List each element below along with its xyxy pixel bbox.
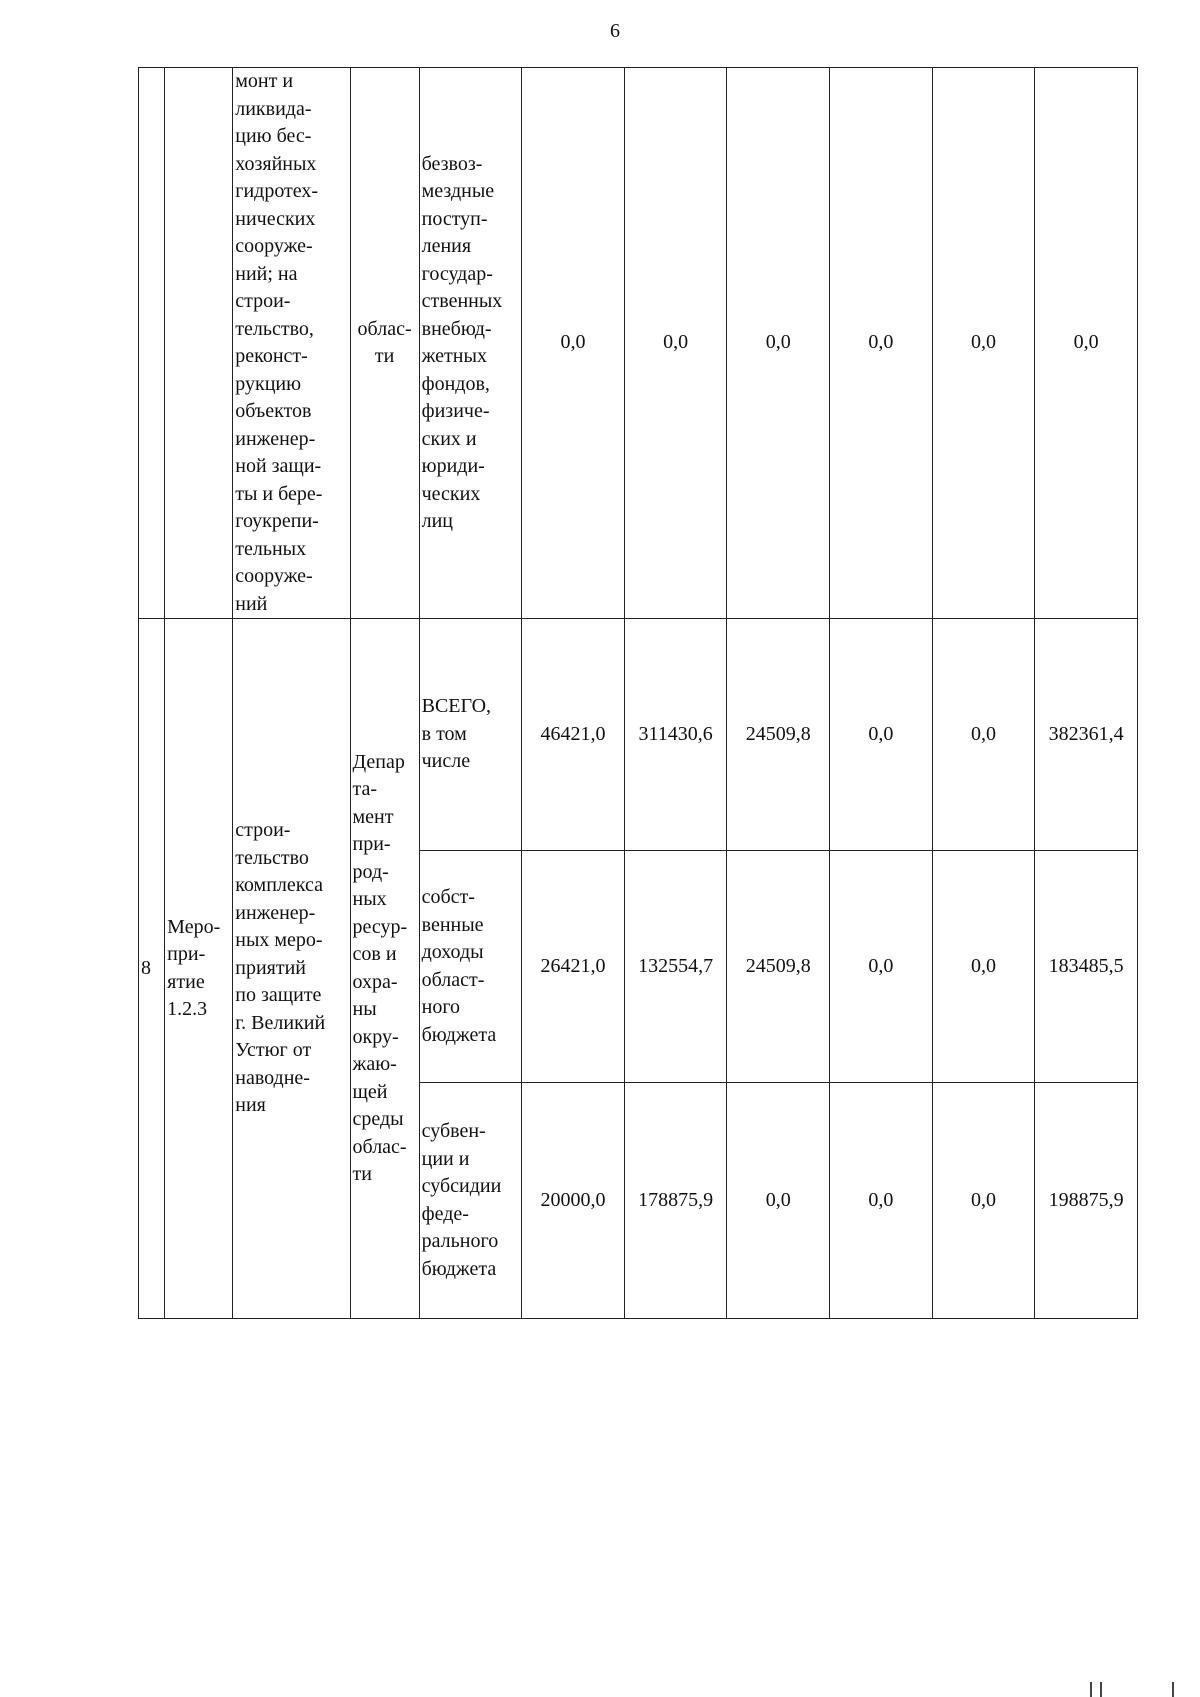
value-cell: 0,0	[830, 1083, 933, 1319]
funding-source-cell: собст- венные доходы област- ного бюджета	[419, 851, 522, 1083]
value-cell: 26421,0	[522, 851, 625, 1083]
value-cell: 0,0	[1035, 68, 1138, 619]
value-cell: 0,0	[727, 68, 830, 619]
table-row-8-total	[139, 619, 1138, 851]
value-cell: 0,0	[830, 619, 933, 851]
value-cell: 0,0	[522, 68, 625, 619]
edge-mark	[1100, 1682, 1102, 1697]
funding-source-cell: субвен- ции и субсидии феде- рального бюджета	[419, 1083, 522, 1319]
page-number: 6	[610, 20, 620, 42]
edge-mark	[1090, 1682, 1092, 1697]
value-cell: 0,0	[932, 68, 1035, 619]
value-cell: 0,0	[932, 1083, 1035, 1319]
budget-table	[138, 67, 1138, 1319]
value-cell: 0,0	[624, 68, 727, 619]
value-cell: 183485,5	[1035, 851, 1138, 1083]
value-cell: 0,0	[932, 851, 1035, 1083]
object-description-cell: монт и ликвида- цию бес- хозяйных гидротех- нических сооруже- ний; на строи- тельство, реконст- рукцию объектов инженер- ной защи- ты и бере- гоукрепи- тельных сооруже- ний	[233, 68, 350, 619]
funding-source-cell: ВСЕГО, в том числе	[419, 619, 522, 851]
value-cell: 132554,7	[624, 851, 727, 1083]
value-cell: 24509,8	[727, 851, 830, 1083]
continued-row	[139, 68, 1138, 619]
funding-source-cell: безвоз- мездные поступ- ления государ- ственных внебюд- жетных фондов, физиче- ских и юриди- ческих лиц	[419, 68, 522, 619]
value-cell: 0,0	[830, 851, 933, 1083]
value-cell: 0,0	[830, 68, 933, 619]
executor-cell: Депар та- мент при- род- ных ресур- сов и охра- ны окру- жаю- щей среды облас- ти	[350, 619, 419, 1319]
value-cell: 20000,0	[522, 1083, 625, 1319]
object-description-cell: строи- тельство комплекса инженер- ных меро- приятий по защите г. Великий Устюг от наводне- ния	[233, 619, 350, 1319]
edge-mark	[1172, 1682, 1174, 1697]
value-cell: 311430,6	[624, 619, 727, 851]
value-cell: 382361,4	[1035, 619, 1138, 851]
executor-cell: облас- ти	[350, 68, 419, 619]
event-cell	[165, 68, 233, 619]
row-number-cell	[139, 68, 165, 619]
value-cell: 0,0	[727, 1083, 830, 1319]
value-cell: 178875,9	[624, 1083, 727, 1319]
scan-edge-marks	[1090, 1682, 1190, 1697]
value-cell: 46421,0	[522, 619, 625, 851]
value-cell: 24509,8	[727, 619, 830, 851]
value-cell: 198875,9	[1035, 1083, 1138, 1319]
value-cell: 0,0	[932, 619, 1035, 851]
row-number-cell: 8	[139, 619, 165, 1319]
event-cell: Меро- при- ятие 1.2.3	[165, 619, 233, 1319]
